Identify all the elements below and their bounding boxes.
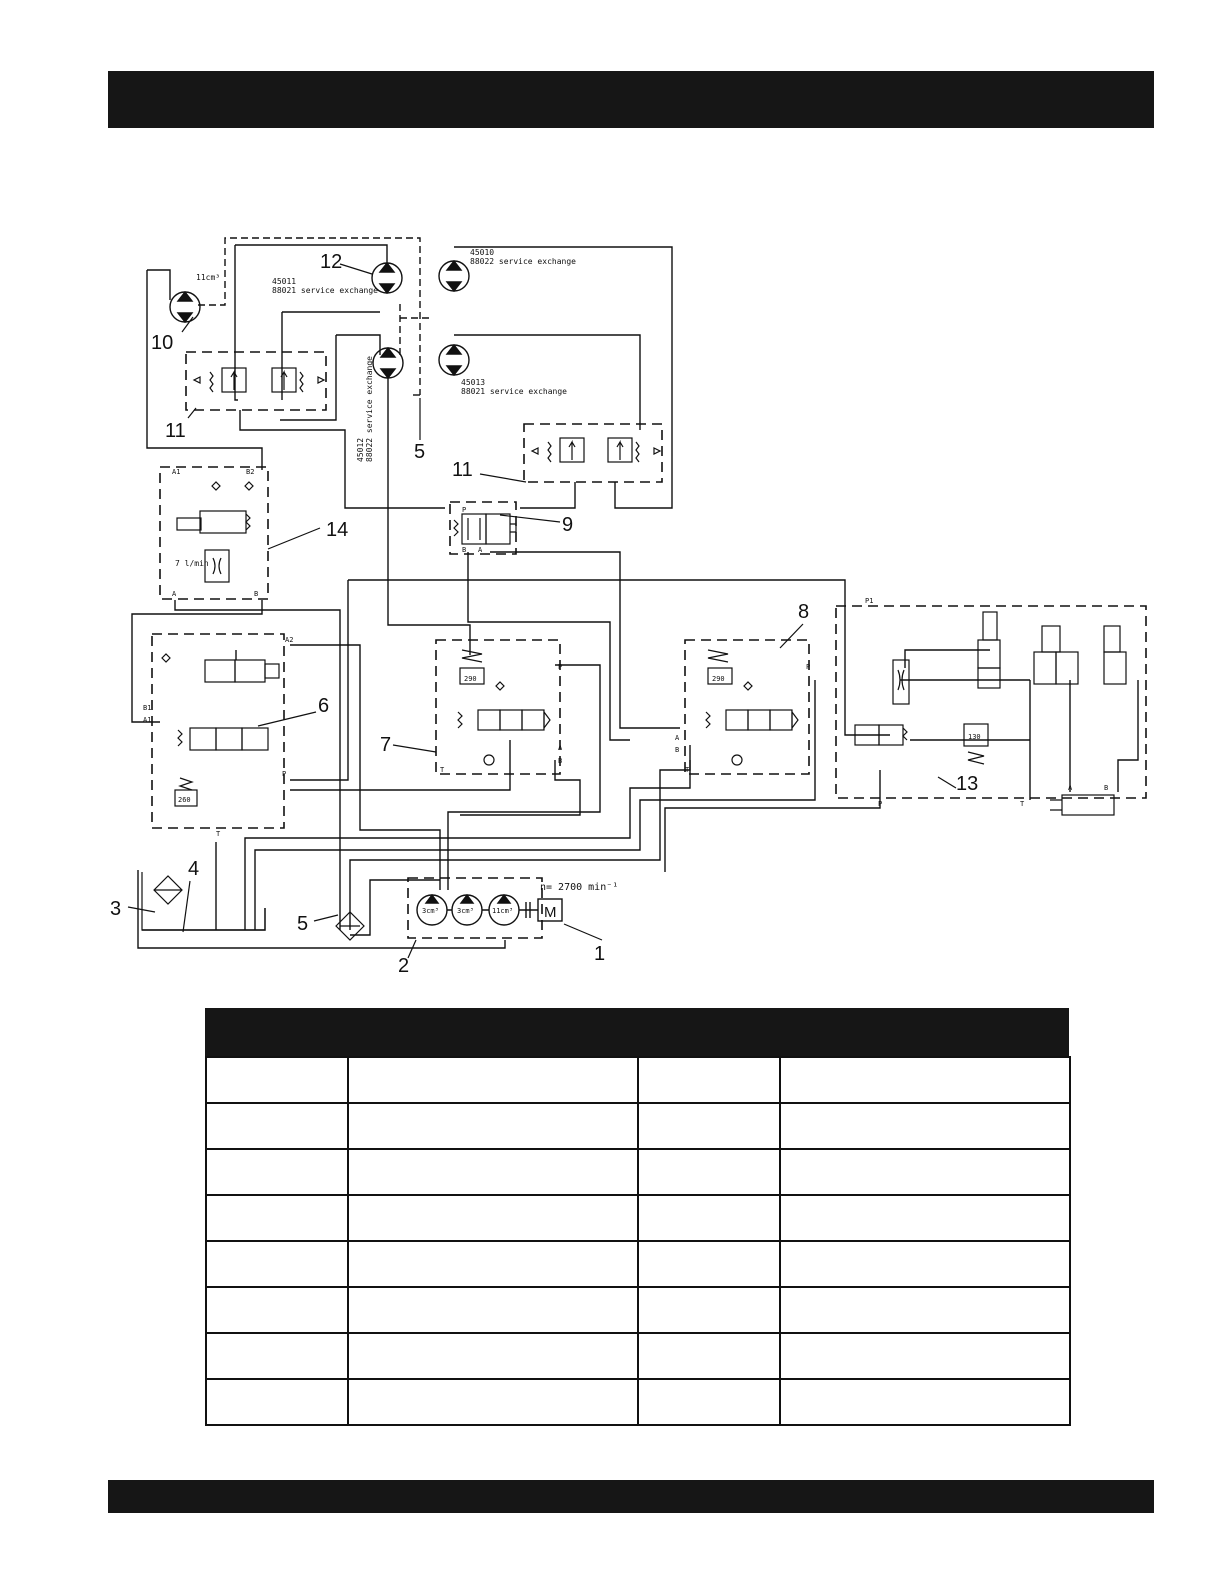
table-row xyxy=(206,1195,1070,1241)
motor-45013-icon xyxy=(439,345,469,375)
callout-8: 8 xyxy=(798,601,810,623)
port-b-14: B xyxy=(254,590,259,598)
callout-4: 4 xyxy=(188,858,200,880)
note-rpm: n= 2700 min⁻¹ xyxy=(540,882,619,893)
note-flow: 7 l/min xyxy=(175,559,209,568)
port-a2: A2 xyxy=(285,636,294,644)
table-cell xyxy=(780,1287,1070,1333)
port-a1-top: A1 xyxy=(172,468,181,476)
table-cell xyxy=(780,1379,1070,1425)
port-b1: B1 xyxy=(143,704,152,712)
callout-10: 10 xyxy=(151,332,174,354)
port-b-cyl: B xyxy=(1104,784,1109,792)
table-row xyxy=(206,1333,1070,1379)
table-grid xyxy=(205,1056,1071,1426)
port-p-8: P xyxy=(806,663,811,671)
note-motor-11cm: 11cm³ xyxy=(196,273,221,282)
table-cell xyxy=(780,1333,1070,1379)
valve-symbols xyxy=(142,368,1126,940)
table-cell xyxy=(348,1287,638,1333)
port-a1: A1 xyxy=(143,716,152,724)
port-a-cyl: A xyxy=(1068,784,1073,792)
callout-12: 12 xyxy=(320,251,343,273)
port-b2-top: B2 xyxy=(246,468,255,476)
table-cell xyxy=(638,1287,780,1333)
table-cell xyxy=(348,1379,638,1425)
table-cell xyxy=(638,1241,780,1287)
note-relief-130: 130 xyxy=(968,733,981,741)
port-a-7: A xyxy=(558,744,563,752)
callout-2: 2 xyxy=(398,955,410,977)
table-row xyxy=(206,1149,1070,1195)
table-cell xyxy=(206,1057,348,1103)
motor-45012-icon xyxy=(373,348,403,378)
motor-10-icon xyxy=(170,292,200,322)
table-cell xyxy=(780,1195,1070,1241)
table-row xyxy=(206,1287,1070,1333)
table-cell xyxy=(348,1149,638,1195)
diagram-annotations xyxy=(175,248,981,921)
note-pump-c: 11cm³ xyxy=(492,907,514,915)
note-45010-code: 45010 xyxy=(470,248,495,257)
callout-9: 9 xyxy=(562,514,574,536)
motor-45010-icon xyxy=(439,261,469,291)
table-cell xyxy=(348,1057,638,1103)
callout-5-filter: 5 xyxy=(297,913,309,935)
callout-11-left: 11 xyxy=(165,420,186,442)
port-b-7: B xyxy=(558,757,563,765)
note-45012-code: 45012 xyxy=(356,437,365,462)
note-45012-service: 88022 service exchange xyxy=(365,356,374,462)
port-t-7: T xyxy=(440,766,445,774)
footer-bar xyxy=(108,1480,1154,1513)
callout-3: 3 xyxy=(110,898,122,920)
table-cell xyxy=(348,1333,638,1379)
table-row xyxy=(206,1103,1070,1149)
components-table xyxy=(205,1008,1069,1426)
port-t-6: T xyxy=(216,830,221,838)
table-row xyxy=(206,1057,1070,1103)
filter-3-icon xyxy=(154,876,182,904)
port-t-13: T xyxy=(1020,800,1025,808)
callout-11-right: 11 xyxy=(452,459,473,481)
callout-6: 6 xyxy=(318,695,330,717)
note-pump-b: 3cm³ xyxy=(457,907,474,915)
callout-7: 7 xyxy=(380,734,392,756)
port-p-9: P xyxy=(462,506,467,514)
table-cell xyxy=(206,1103,348,1149)
note-motor-m: M xyxy=(544,904,557,921)
table-cell xyxy=(780,1057,1070,1103)
note-45010-service: 88022 service exchange xyxy=(470,257,576,266)
note-relief-260: 260 xyxy=(178,796,191,804)
table-cell xyxy=(780,1241,1070,1287)
table-cell xyxy=(206,1241,348,1287)
port-p1-13: P1 xyxy=(865,597,874,605)
callout-13: 13 xyxy=(956,773,979,795)
table-cell xyxy=(348,1195,638,1241)
port-t-8: T xyxy=(685,766,690,774)
port-a-9: A xyxy=(478,546,483,554)
callout-1: 1 xyxy=(594,943,606,965)
port-p-7: P xyxy=(558,663,563,671)
port-p-13: P xyxy=(878,800,883,808)
note-45013-service: 88021 service exchange xyxy=(461,387,567,396)
table-cell xyxy=(348,1241,638,1287)
table-cell xyxy=(638,1057,780,1103)
pilot-lines xyxy=(198,238,432,395)
table-cell xyxy=(206,1195,348,1241)
table-header xyxy=(205,1008,1069,1056)
note-45011-code: 45011 xyxy=(272,277,297,286)
table-cell xyxy=(348,1103,638,1149)
port-p-6: P xyxy=(282,770,287,778)
note-relief-290b: 290 xyxy=(712,675,725,683)
port-b-9: B xyxy=(462,546,467,554)
hydraulic-lines xyxy=(132,245,1138,948)
table-cell xyxy=(638,1103,780,1149)
table-cell xyxy=(638,1333,780,1379)
note-45013-code: 45013 xyxy=(461,378,486,387)
table-cell xyxy=(780,1149,1070,1195)
note-pump-a: 3cm³ xyxy=(422,907,439,915)
table-cell xyxy=(638,1195,780,1241)
table-cell xyxy=(206,1379,348,1425)
table-cell xyxy=(206,1333,348,1379)
callout-5-top: 5 xyxy=(414,441,426,463)
table-cell xyxy=(780,1103,1070,1149)
table-row xyxy=(206,1379,1070,1425)
callout-leaders xyxy=(128,264,956,958)
table-cell xyxy=(638,1149,780,1195)
table-cell xyxy=(638,1379,780,1425)
note-relief-290a: 290 xyxy=(464,675,477,683)
table-row xyxy=(206,1241,1070,1287)
table-cell xyxy=(206,1149,348,1195)
port-a-14: A xyxy=(172,590,177,598)
note-45011-service: 88021 service exchange xyxy=(272,286,378,295)
callout-14: 14 xyxy=(326,519,349,541)
table-cell xyxy=(206,1287,348,1333)
port-b-8: B xyxy=(675,746,680,754)
port-a-8: A xyxy=(675,734,680,742)
